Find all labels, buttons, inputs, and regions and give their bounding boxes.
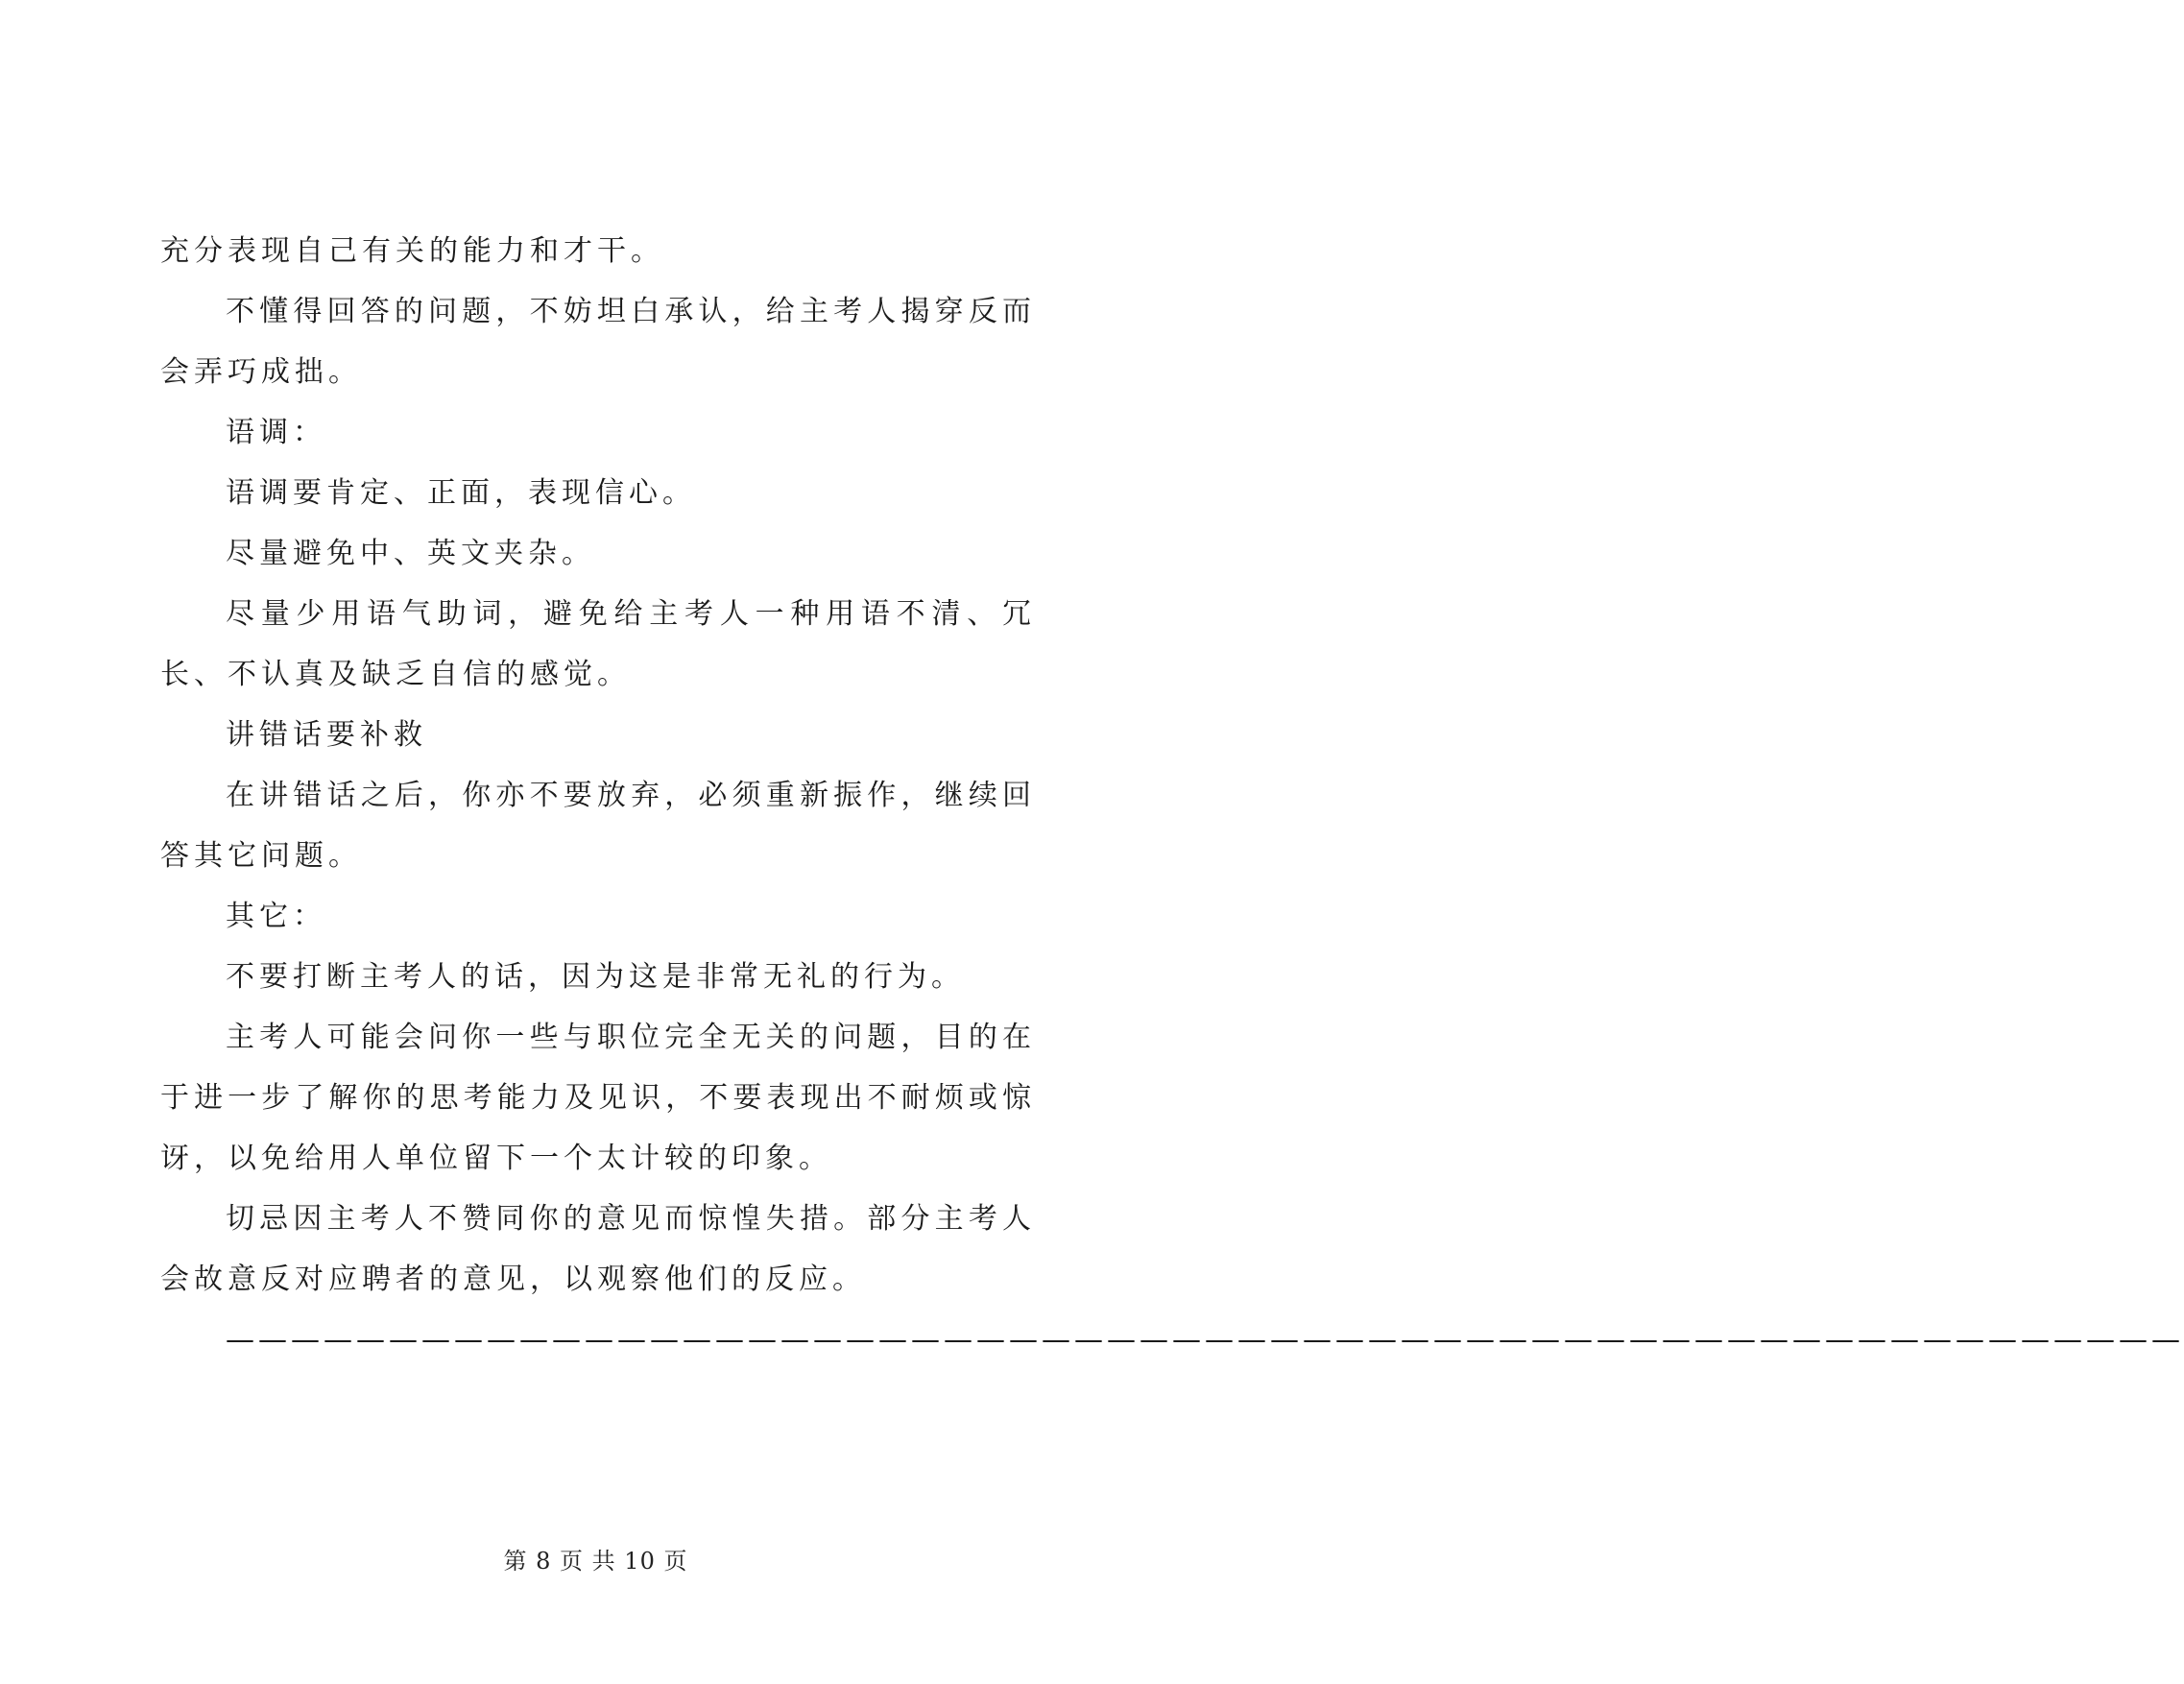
section-heading: 其它： (226, 900, 326, 933)
section-heading: 讲错话要补救 (226, 718, 427, 752)
page-body (160, 221, 2184, 1370)
paragraph: 尽量少用语气助词，避免给主考人一种用语不清、冗长、不认真及缺乏自信的感觉。 (160, 597, 1036, 691)
separator-line: ———————————————————————————————————————————————————————————— (226, 1323, 2184, 1357)
paragraph: 在讲错话之后，你亦不要放弃，必须重新振作，继续回答其它问题。 (160, 779, 1036, 873)
page-footer: 第 8 页 共 10 页 (503, 1548, 688, 1575)
paragraph: 切忌因主考人不赞同你的意见而惊惶失措。部分主考人会故意反对应聘者的意见，以观察他们的反应。 (160, 1202, 1036, 1296)
paragraph: 语调要肯定、正面，表现信心。 (226, 476, 696, 510)
section-heading: 语调： (226, 416, 326, 449)
paragraph: 主考人可能会问你一些与职位完全无关的问题，目的在于进一步了解你的思考能力及见识，不要表现出不耐烦或惊讶，以免给用人单位留下一个太计较的印象。 (160, 1021, 1036, 1175)
paragraph: 尽量避免中、英文夹杂。 (226, 537, 595, 570)
paragraph: 充分表现自己有关的能力和才干。 (160, 234, 664, 268)
paragraph: 不懂得回答的问题，不妨坦白承认，给主考人揭穿反而会弄巧成拙。 (160, 295, 1036, 389)
paragraph: 不要打断主考人的话，因为这是非常无礼的行为。 (226, 960, 965, 994)
